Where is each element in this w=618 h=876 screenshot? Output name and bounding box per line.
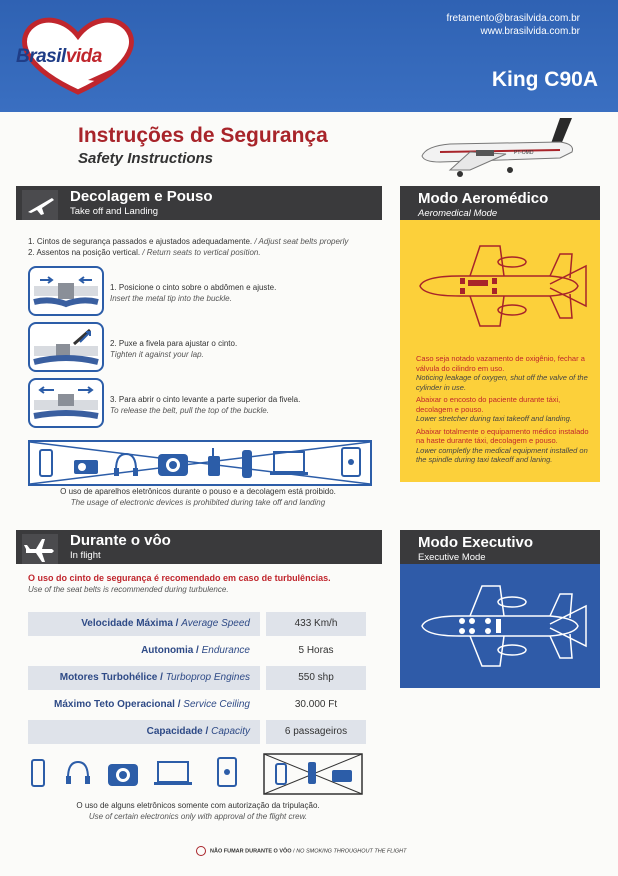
spec-value: 433 Km/h [266,612,366,636]
seatbelt-fasten-illustration [28,266,104,316]
radio-icon [74,460,98,474]
executive-section-header [400,530,600,564]
inflight-section-header [16,530,382,564]
laptop-icon [154,762,192,785]
airplane-icon [22,190,58,220]
seatbelt-tighten-illustration [28,322,104,372]
inflight-title: Durante o vôo [70,532,171,549]
seatbelt-release-illustration [28,378,104,428]
spec-label: Máximo Teto Operacional / Service Ceiling [54,699,250,710]
aeromedical-notes: Caso seja notado vazamento de oxigênio, fechar a válvula do cilindro em uso. Noticing leakage of oxygen, shut off the valve of the cylinder in use. Abaixar o encosto do paciente durante táxi, decolagem e pouso. Lower stretcher during taxi takeoff and landing. Abaixar totalmente o equipamento médico instalado na haste durante táxi, decolagem e pouso. Lower completly the medical equipment installed on the spindle during taxi takeoff and laning. [416,354,589,464]
table-row [28,666,368,690]
smartphone-icon [40,450,52,476]
spec-value: 30.000 Ft [294,699,338,710]
restricted-devices-box [264,754,362,794]
aeromedical-panel [400,220,600,482]
takeoff-section-header [16,186,382,220]
smartphone-icon [32,760,44,786]
list-item: 1. Cintos de segurança passados e ajustados adequadamente. / Adjust seat belts properly [28,237,349,246]
no-smoking-icon [196,846,206,856]
executive-title: Modo Executivo [418,534,534,551]
aeromedical-section-header [400,186,600,220]
table-row [28,639,368,663]
table-row [28,612,368,636]
spec-label: Motores Turbohélice / Turboprop Engines [28,666,260,690]
camera-icon [158,454,188,476]
specs-table [28,612,368,744]
website-link[interactable]: www.brasilvida.com.br [480,26,580,37]
page-title: Instruções de Segurança [78,124,328,147]
list-item: 2. Assentos na posição vertical. / Return seats to vertical position. [28,248,261,257]
takeoff-subtitle: Take off and Landing [70,206,159,217]
takeoff-instruction-list [28,236,388,258]
spec-value: 6 passageiros [266,720,366,744]
spec-label: Velocidade Máxima / Average Speed [28,612,260,636]
prohibited-devices-strip [28,440,372,486]
aeromedical-seat-diagram [400,226,600,346]
aeromedical-title: Modo Aeromédico [418,190,549,207]
camera-icon [108,764,138,786]
executive-panel [400,564,600,688]
aircraft-photo [410,112,590,182]
no-smoking-footer: NÃO FUMAR DURANTE O VÔO / NO SMOKING THROUGHOUT THE FLIGHT [196,846,436,856]
headphones-icon [114,454,138,476]
spec-value: 5 Horas [298,645,334,656]
page-subtitle: Safety Instructions [78,150,214,167]
tablet-icon [218,758,236,786]
contact-info [446,12,580,38]
remote-control-icon [242,450,252,478]
svg-text:PT-OMD: PT-OMD [514,150,534,156]
laptop-icon [270,452,308,475]
table-row [28,720,368,744]
takeoff-title: Decolagem e Pouso [70,188,213,205]
table-row [28,693,368,717]
spec-value: 550 shp [266,666,366,690]
step-1-text: 1. Posicione o cinto sobre o abdômen e ajuste. Insert the metal tip into the buckle. [110,283,277,303]
spec-label: Autonomia / Endurance [141,645,250,656]
takeoff-electronics-notice: O uso de aparelhos eletrônicos durante o pouso e a decolagem está proibido. The usage of electronic devices is prohibited during take off and landing [60,487,336,507]
aircraft-model: King C90A [491,68,598,91]
email-link[interactable]: fretamento@brasilvida.com.br [446,13,580,24]
tablet-icon [342,448,360,476]
inflight-electronics-notice: O uso de alguns eletrônicos somente com autorização da tripulação. Use of certain electronics only with approval of the flight crew. [76,801,320,821]
headphones-icon [66,762,90,784]
spec-label: Capacidade / Capacity [28,720,260,744]
seatbelt-turbulence-warning: O uso do cinto de segurança é recomendado em caso de turbulências. Use of the seat belts is recommended during turbulence. [28,573,331,594]
executive-subtitle: Executive Mode [418,552,486,563]
inflight-subtitle: In flight [70,550,101,561]
airplane-icon [22,534,58,564]
aeromedical-subtitle: Aeromedical Mode [418,208,498,219]
walkie-talkie-icon [208,448,220,476]
allowed-devices-row [28,752,368,796]
step-2-text: 2. Puxe a fivela para ajustar o cinto. Tighten it against your lap. [110,339,238,359]
executive-seat-diagram [400,564,600,688]
brand-name: Brasilvida [16,46,102,67]
step-3-text: 3. Para abrir o cinto levante a parte superior da fivela. To release the belt, pull the top of the buckle. [110,395,301,415]
